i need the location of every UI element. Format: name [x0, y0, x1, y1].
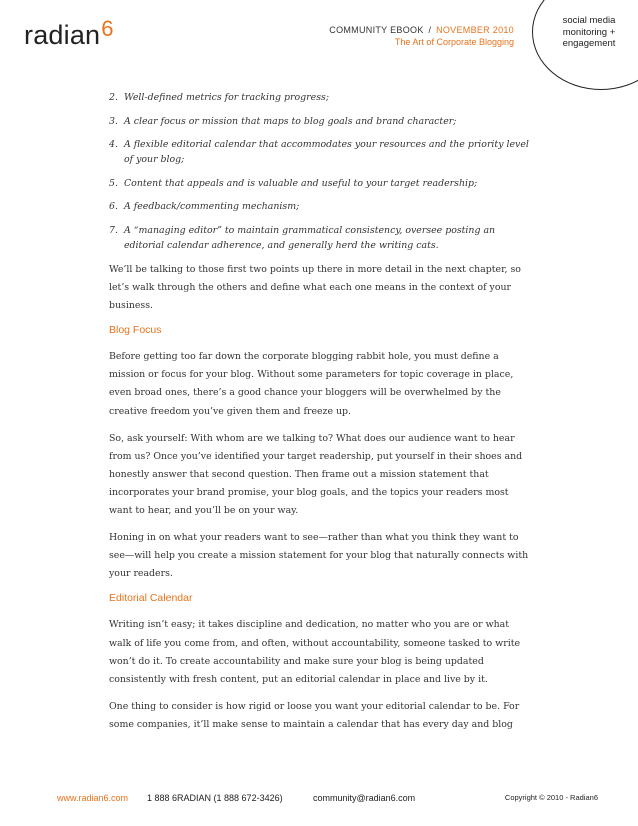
footer-email-link[interactable]: community@radian6.com: [313, 793, 416, 803]
list-text: A feedback/commenting mechanism;: [124, 201, 300, 212]
list-number: 6.: [109, 201, 118, 212]
list-item: [109, 90, 532, 105]
body-paragraph: Writing isn’t easy; it takes discipline and dedication, no matter who you are or what walk of life you come from, and often, without accountability, someone tasked to write won’t do it. To create accountability and make sure your blog is being updated consistently with fresh content, put an editorial calendar in place and live by it.: [109, 619, 521, 685]
requirements-list: [109, 90, 532, 253]
list-number: 4.: [109, 139, 118, 150]
logo-mark: 6: [101, 16, 114, 41]
radian6-logo: [24, 16, 114, 51]
list-item: [109, 176, 532, 191]
header-separator: /: [428, 25, 432, 35]
list-text: Well-defined metrics for tracking progress;: [124, 92, 329, 103]
article-body: [109, 90, 532, 743]
tagline-line: engagement: [562, 38, 616, 49]
list-item: [109, 114, 532, 129]
section-heading-blog-focus: Blog Focus: [109, 324, 162, 337]
tagline-line: monitoring +: [562, 26, 616, 38]
list-item: [109, 137, 532, 167]
page-header: [329, 24, 514, 48]
ebook-month: NOVEMBER 2010: [436, 25, 514, 35]
tagline-line: social media: [562, 15, 616, 26]
list-number: 2.: [109, 92, 118, 103]
footer-website-link[interactable]: www.radian6.com: [57, 793, 129, 803]
footer-copyright: Copyright © 2010 - Radian6: [504, 793, 598, 802]
intro-paragraph: We’ll be talking to those first two points up there in more detail in the next chapter, so let’s walk through the others and define what each one means in the context of your business.: [109, 264, 521, 312]
page-footer: [57, 793, 598, 807]
body-paragraph: Before getting too far down the corporate blogging rabbit hole, you must define a mission or focus for your blog. Without some parameters for topic coverage in place, even broad ones, there’s a good chance your bloggers will be overwhelmed by the creative freedom you’ve given them and freeze up.: [109, 351, 514, 417]
ebook-subtitle: The Art of Corporate Blogging: [394, 37, 514, 47]
body-paragraph: One thing to consider is how rigid or loose you want your editorial calendar to be. For some companies, it’ll make sense to maintain a calendar that has every day and blog: [109, 700, 520, 730]
body-paragraph: So, ask yourself: With whom are we talking to? What does our audience want to hear from us? Once you’ve identified your target readership, put yourself in their shoes and honestly answer that second question. Then frame out a mission statement that incorporates your brand promise, your blog goals, and the topics your readers most want to hear, and you’ll be on your way.: [109, 432, 523, 517]
logo-wordmark: radian: [24, 20, 101, 50]
list-text: Content that appeals and is valuable and useful to your target readership;: [124, 177, 478, 189]
list-number: 5.: [109, 177, 118, 189]
list-number: 3.: [109, 115, 118, 127]
ebook-label: COMMUNITY EBOOK: [329, 25, 424, 35]
list-number: 7.: [109, 224, 118, 236]
header-ebook-line: [329, 24, 514, 36]
footer-phone: 1 888 6RADIAN (1 888 672-3426): [147, 793, 283, 803]
list-item: [109, 223, 532, 253]
section-heading-editorial-calendar: Editorial Calendar: [109, 592, 193, 605]
list-text: A clear focus or mission that maps to blog goals and brand character;: [124, 115, 457, 127]
list-text: A “managing editor” to maintain grammatical consistency, oversee posting an editorial calendar adherence, and generally herd the writing cats.: [124, 224, 496, 251]
body-paragraph: Honing in on what your readers want to see—rather than what you think they want to see—will help you create a mission statement for your blog that naturally connects with your readers.: [109, 532, 529, 580]
list-item: [109, 199, 532, 214]
bubble-tagline: [544, 15, 634, 50]
list-text: A flexible editorial calendar that accommodates your resources and the priority level of your blog;: [124, 139, 529, 165]
